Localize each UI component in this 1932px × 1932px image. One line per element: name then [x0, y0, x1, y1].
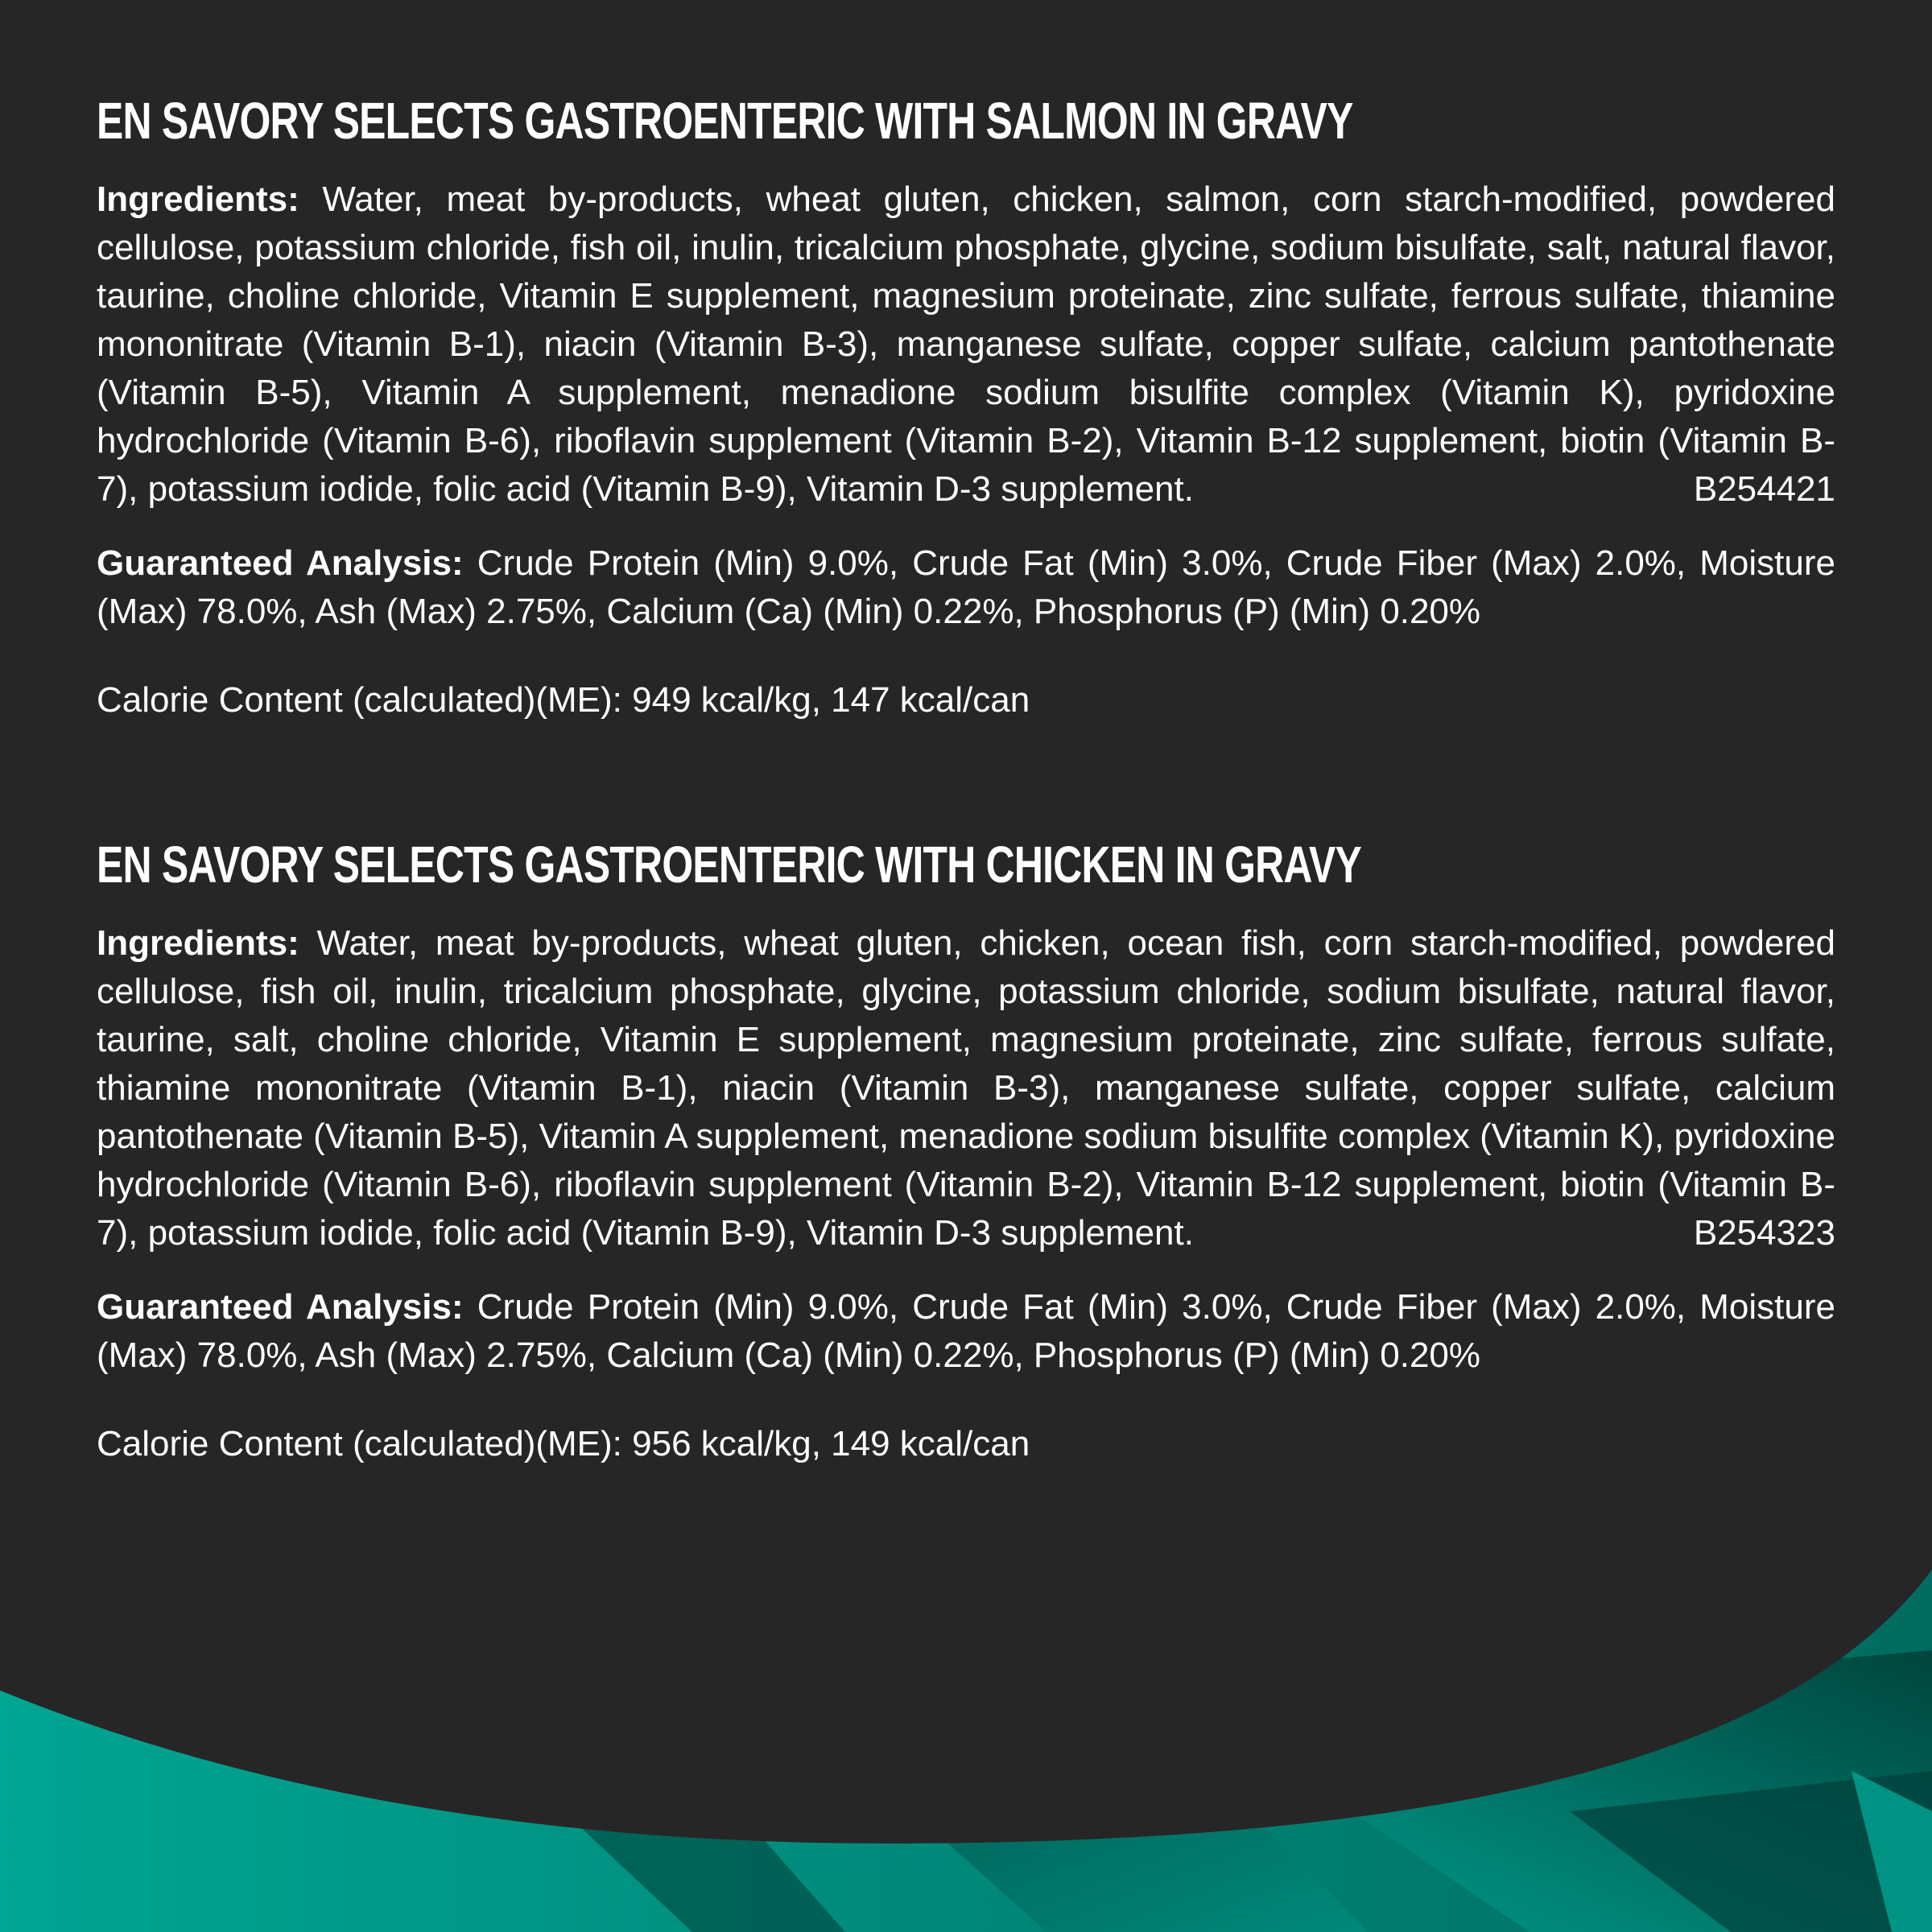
lot-code: B254421	[1693, 469, 1835, 509]
calorie-content: Calorie Content (calculated)(ME): 949 kcal/kg, 147 kcal/can	[97, 680, 1030, 720]
guaranteed-analysis	[97, 539, 1835, 636]
calorie-content: Calorie Content (calculated)(ME): 956 kcal/kg, 149 kcal/can	[97, 1424, 1030, 1463]
product-title: EN SAVORY SELECTS GASTROENTERIC WITH CHICKEN IN GRAVY	[97, 836, 1362, 894]
ingredients-text: Water, meat by-products, wheat gluten, chicken, ocean fish, corn starch-modified, powdered cellulose, fish oil, inulin, tricalcium phosphate, glycine, potassium chloride, sodium bisulfate, natural flavor, taurine, salt, choline chloride, Vitamin E supplement, magnesium proteinate, zinc sulfate, ferrous sulfate, thiamine mononitrate (Vitamin B-1), niacin (Vitamin B-3), manganese sulfate, copper sulfate, calcium pantothenate (Vitamin B-5), Vitamin A supplement, menadione sodium bisulfite complex (Vitamin K), pyridoxine hydrochloride (Vitamin B-6), riboflavin supplement (Vitamin B-2), Vitamin B-12 supplement, biotin (Vitamin B-7), potassium iodide, folic acid (Vitamin B-9), Vitamin D-3 supplement.	[97, 923, 1835, 1253]
analysis-label: Guaranteed Analysis:	[97, 543, 464, 583]
product-salmon	[97, 80, 1835, 724]
analysis-text: Crude Protein (Min) 9.0%, Crude Fat (Min) 3.0%, Crude Fiber (Max) 2.0%, Moisture (Max) 78.0%, Ash (Max) 2.75%, Calcium (Ca) (Min) 0.22%, Phosphorus (P) (Min) 0.20%	[97, 543, 1835, 631]
ingredients-paragraph	[97, 919, 1835, 1257]
analysis-label: Guaranteed Analysis:	[97, 1287, 464, 1327]
guaranteed-analysis	[97, 1283, 1835, 1380]
ingredients-text: Water, meat by-products, wheat gluten, chicken, salmon, corn starch-modified, powdered cellulose, potassium chloride, fish oil, inulin, tricalcium phosphate, glycine, sodium bisulfate, salt, natural flavor, taurine, choline chloride, Vitamin E supplement, magnesium proteinate, zinc sulfate, ferrous sulfate, thiamine mononitrate (Vitamin B-1), niacin (Vitamin B-3), manganese sulfate, copper sulfate, calcium pantothenate (Vitamin B-5), Vitamin A supplement, menadione sodium bisulfite complex (Vitamin K), pyridoxine hydrochloride (Vitamin B-6), riboflavin supplement (Vitamin B-2), Vitamin B-12 supplement, biotin (Vitamin B-7), potassium iodide, folic acid (Vitamin B-9), Vitamin D-3 supplement.	[97, 180, 1835, 509]
product-title: EN SAVORY SELECTS GASTROENTERIC WITH SALMON IN GRAVY	[97, 92, 1353, 150]
ingredients-label: Ingredients:	[97, 923, 299, 963]
ingredients-paragraph	[97, 175, 1835, 514]
lot-code: B254323	[1693, 1213, 1835, 1253]
product-info	[97, 80, 1835, 1504]
ingredients-label: Ingredients:	[97, 180, 299, 219]
analysis-text: Crude Protein (Min) 9.0%, Crude Fat (Min) 3.0%, Crude Fiber (Max) 2.0%, Moisture (Max) 78.0%, Ash (Max) 2.75%, Calcium (Ca) (Min) 0.22%, Phosphorus (P) (Min) 0.20%	[97, 1287, 1835, 1375]
product-chicken	[97, 824, 1835, 1468]
